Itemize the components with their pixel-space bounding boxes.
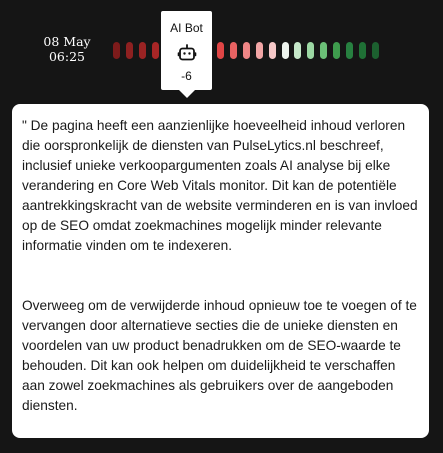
score-bar-left-3: [139, 42, 146, 59]
robot-icon: [177, 43, 197, 63]
bot-card[interactable]: [161, 11, 212, 90]
score-bar-right-10: [333, 42, 340, 59]
score-bar-right-4: [256, 42, 263, 59]
score-bar-right-12: [359, 42, 366, 59]
timestamp: [36, 34, 98, 64]
score-bar-right-2: [230, 42, 237, 59]
score-bar-right-8: [307, 42, 314, 59]
score-bar-right-13: [372, 42, 379, 59]
score-bar-right-6: [282, 42, 289, 59]
score-bar-right-3: [243, 42, 250, 59]
score-bar-right-5: [269, 42, 276, 59]
score-bar-right-7: [294, 42, 301, 59]
tooltip-pointer: [179, 90, 195, 98]
score-bar-right-11: [346, 42, 353, 59]
timestamp-date: 08 May: [43, 34, 91, 49]
bot-label: AI Bot: [170, 21, 203, 35]
feedback-paragraph-2: Overweeg om de verwijderde inhoud opnieuw toe te voegen of te vervangen door alternatieve secties die de unieke diensten en voordelen van uw product benadrukken om de SEO-waarde te behouden. Dit kan ook helpen om duidelijkheid te verschaffen aan zowel zoekmachines als gebruikers over de aangeboden diensten.: [22, 298, 417, 413]
feedback-paragraph-1: " De pagina heeft een aanzienlijke hoeveelheid inhoud verloren die oorspronkelijk de diensten van PulseLytics.nl beschreef, inclusief unieke verkoopargumenten zoals AI analyse bij elke verandering en Core Web Vitals monitor. Dit kan de potentiële aantrekkingskracht van de website verminderen en is van invloed op de SEO omdat zoekmachines mogelijk minder relevante informatie vinden om te indexeren.: [22, 118, 418, 253]
feedback-panel: [12, 104, 429, 438]
bot-score: -6: [181, 69, 192, 83]
score-bar-right-1: [217, 42, 224, 59]
score-bar-left-4: [152, 42, 159, 59]
timestamp-time: 06:25: [48, 49, 86, 64]
score-bar-left-2: [126, 42, 133, 59]
score-bar-right-9: [320, 42, 327, 59]
paragraph-spacer: [22, 256, 419, 296]
score-bar-left-1: [113, 42, 120, 59]
